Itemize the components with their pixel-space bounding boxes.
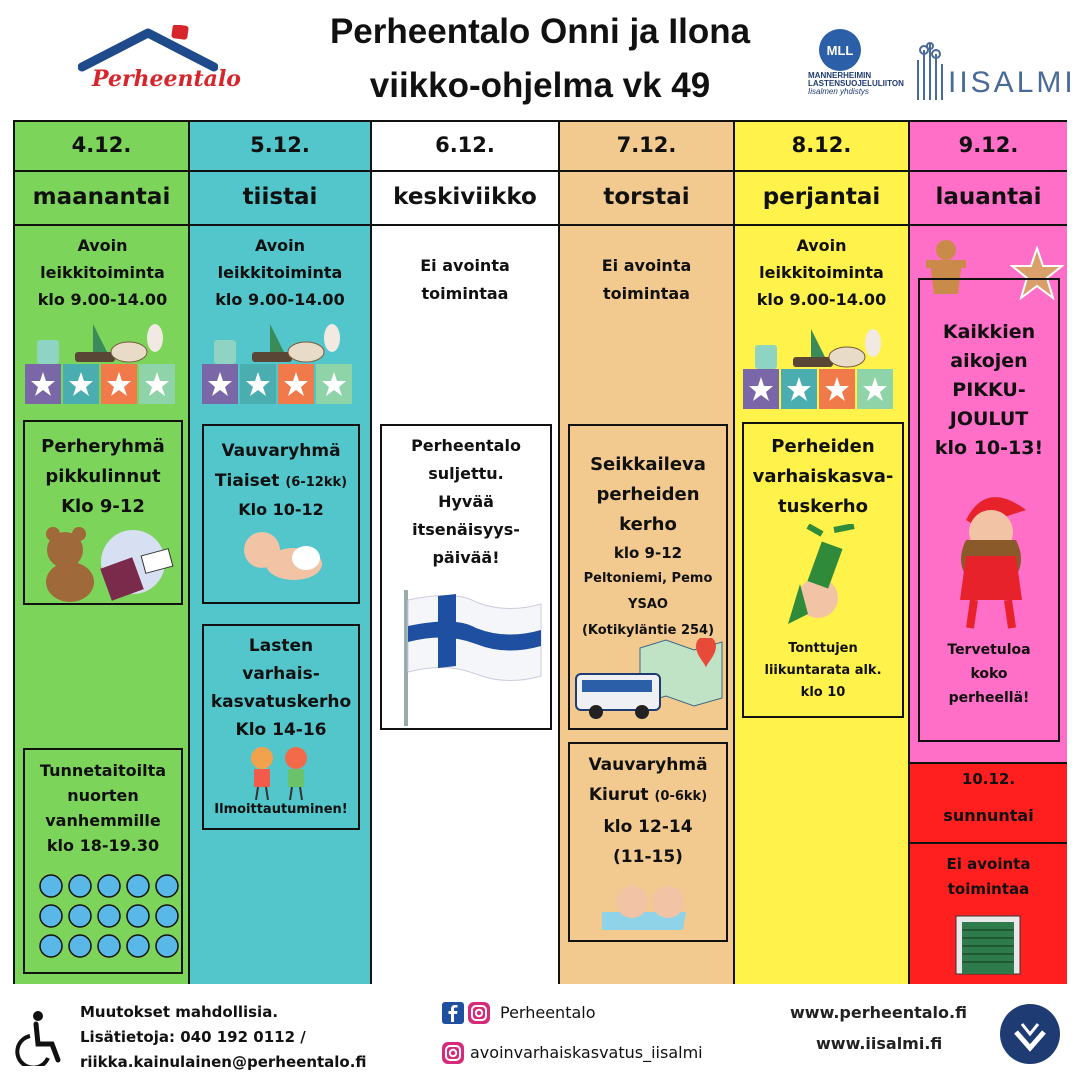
mll-logo-icon — [818, 28, 862, 72]
box-details: klo 9-12 Peltoniemi, Pemo YSAO (Kotikyläntie 254) — [581, 544, 715, 638]
email-info: riikka.kainulainen@perheentalo.fi — [80, 1053, 367, 1071]
changes-note: Muutokset mahdollisia. — [80, 1003, 279, 1021]
instagram-link[interactable]: avoinvarhaiskasvatus_iisalmi — [470, 1043, 703, 1062]
column-wednesday — [372, 122, 560, 984]
open-play-text: Avoin leikkitoiminta klo 9.00-14.00 — [756, 236, 887, 309]
box-text: Kaikkien aikojen PIKKU- JOULUT klo 10-13! — [934, 321, 1044, 459]
thursday-adventure-club-box — [568, 424, 728, 730]
date-label: 5.12. — [190, 122, 370, 172]
twins-icon — [602, 878, 698, 934]
box-details: Tonttujen liikuntarata alk. klo 10 — [764, 641, 882, 700]
column-thursday — [560, 122, 735, 984]
registration-note: Ilmoittautuminen! — [214, 802, 348, 817]
box-text: Vauvaryhmä Kiurut (0-6kk) klo 12-14 (11-15) — [588, 755, 708, 867]
iisalmi-crest-icon — [912, 40, 950, 102]
toys-icon — [25, 312, 175, 407]
mll-line-1: MANNERHEIMIN — [808, 71, 872, 80]
day-label: keskiviikko — [372, 172, 558, 226]
day-label: torstai — [560, 172, 733, 226]
instagram-icon[interactable] — [468, 1002, 490, 1024]
saturday-christmas-party-box — [918, 278, 1060, 742]
mll-logo-text — [808, 72, 908, 96]
box-text: Perheryhmä pikkulinnut Klo 9-12 — [41, 436, 165, 517]
badge-icon — [998, 1002, 1062, 1066]
day-label: tiistai — [190, 172, 370, 226]
title-line-2: viikko-ohjelma vk 49 — [369, 66, 711, 105]
phone-info: Lisätietoja: 040 192 0112 / — [80, 1028, 306, 1046]
day-label: perjantai — [735, 172, 908, 226]
toys-icon — [743, 317, 893, 412]
no-activity-text: Ei avointa toimintaa — [946, 855, 1031, 898]
toys-icon — [202, 312, 352, 407]
website-perheentalo[interactable]: www.perheentalo.fi — [790, 1003, 967, 1022]
column-monday — [15, 122, 190, 984]
mll-line-2: LASTENSUOJELULIITON — [808, 79, 904, 88]
title-line-1: Perheentalo Onni ja Ilona — [329, 12, 751, 51]
mll-line-3: Iisalmen yhdistys — [808, 87, 869, 96]
monday-emotion-skills-box — [23, 748, 183, 974]
no-activity-text: Ei avointa toimintaa — [601, 256, 692, 303]
box-text: Perheiden varhaiskasva- tuskerho — [752, 436, 894, 517]
date-label: 6.12. — [372, 122, 558, 172]
contact-info — [80, 1000, 367, 1075]
tuesday-baby-group-box — [202, 424, 360, 604]
emoji-faces-icon — [39, 874, 179, 960]
column-sunday — [910, 762, 1067, 984]
monday-family-group-box — [23, 420, 183, 605]
baby-icon — [236, 528, 326, 588]
kids-icon — [240, 744, 320, 800]
teddy-bear-icon — [35, 522, 175, 602]
date-label: 9.12. — [910, 122, 1067, 172]
open-play-text: Avoin leikkitoiminta klo 9.00-14.00 — [215, 236, 345, 309]
elf-icon — [778, 524, 868, 630]
perheentalo-logo-text: Perheentalo — [92, 66, 241, 92]
accessibility-icon — [12, 1010, 64, 1066]
facebook-link[interactable]: Perheentalo — [500, 1003, 596, 1022]
column-tuesday — [190, 122, 372, 984]
finnish-flag-icon — [396, 586, 546, 726]
open-play-text: Avoin leikkitoiminta klo 9.00-14.00 — [37, 236, 168, 309]
girl-elf-icon — [936, 480, 1046, 630]
box-text: Perheentalo suljettu. Hyvää itsenäisyys- päivää! — [411, 436, 521, 567]
welcome-text: Tervetuloa koko perheellä! — [947, 642, 1031, 706]
tuesday-early-education-box — [202, 624, 360, 830]
box-text: Vauvaryhmä Tiaiset (6-12kk) Klo 10-12 — [214, 441, 348, 519]
date-label: 8.12. — [735, 122, 908, 172]
column-friday — [735, 122, 910, 984]
date-label: 7.12. — [560, 122, 733, 172]
no-activity-text: Ei avointa toimintaa — [420, 256, 510, 303]
svg-text:MLL: MLL — [826, 43, 854, 58]
day-label: maanantai — [15, 172, 188, 226]
thursday-baby-group-box — [568, 742, 728, 942]
website-iisalmi[interactable]: www.iisalmi.fi — [816, 1034, 943, 1053]
friday-early-education-box — [742, 422, 904, 718]
box-text: Lasten varhais- kasvatuskerho Klo 14-16 — [210, 636, 352, 740]
date-label: 4.12. — [15, 122, 188, 172]
weekly-schedule — [13, 120, 1067, 984]
day-label: lauantai — [910, 172, 1067, 226]
box-text: Seikkaileva perheiden kerho — [590, 454, 706, 535]
box-text: Tunnetaitoilta nuorten vanhemmille klo 18-19.30 — [39, 761, 167, 855]
bus-icon — [574, 670, 664, 722]
iisalmi-logo-text: IISALMI — [948, 66, 1076, 99]
date-label: 10.12. — [961, 770, 1016, 788]
closed-door-icon — [954, 914, 1022, 976]
wednesday-closed-box — [380, 424, 552, 730]
column-saturday — [910, 122, 1067, 762]
instagram-icon[interactable] — [442, 1042, 464, 1064]
facebook-icon[interactable] — [442, 1002, 464, 1024]
day-label: sunnuntai — [943, 806, 1034, 825]
